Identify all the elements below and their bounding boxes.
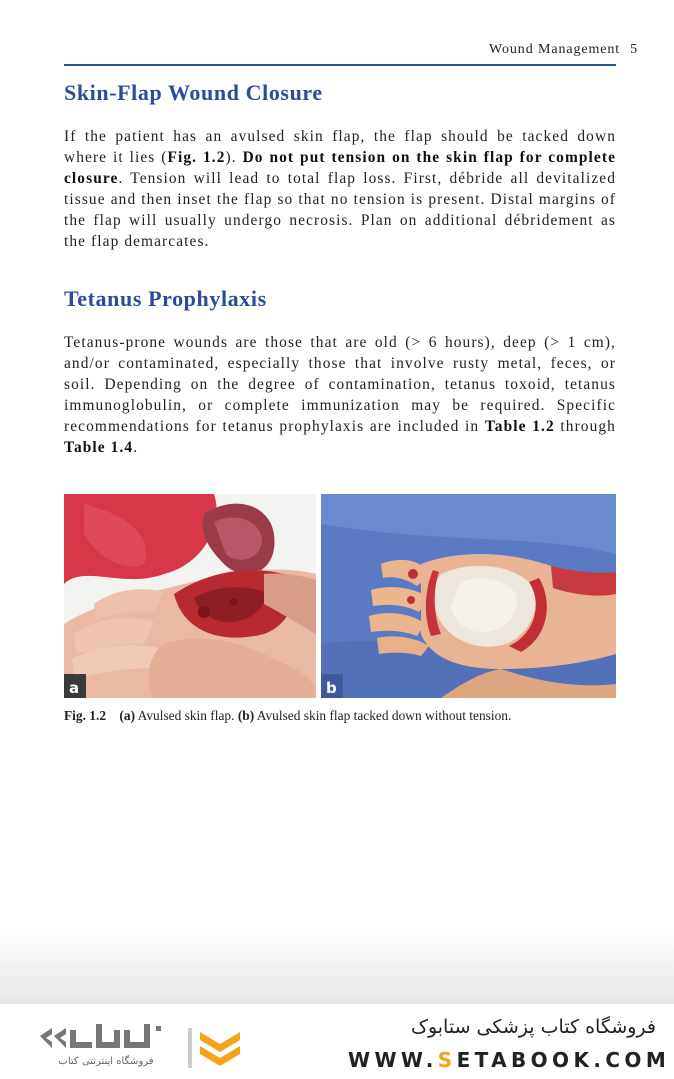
section-title-tetanus: Tetanus Prophylaxis bbox=[64, 286, 267, 311]
panel-label-a: a bbox=[69, 679, 80, 697]
figure-caption bbox=[64, 708, 624, 724]
caption-label: Fig. 1.2 bbox=[64, 708, 107, 723]
running-title: Wound Management bbox=[489, 42, 621, 57]
caption-a-label: (a) bbox=[119, 708, 136, 723]
text-span: . Tension will lead to total flap loss. First, débride all devitalized tissue and then inset the flap so that no tension is present. Distal margins of the flap will usually undergo necrosis. Plan on additional débridement as the flap demarcates. bbox=[64, 170, 616, 250]
text-span: If the patient has an avulsed skin flap, the flap should be tacked down where it lies ( bbox=[64, 128, 616, 166]
running-header bbox=[64, 42, 638, 62]
paragraph-tetanus bbox=[64, 332, 616, 458]
table-reference: Table 1.2 bbox=[484, 418, 555, 435]
page-bottom-shadow bbox=[0, 930, 674, 1004]
section-title-skin-flap: Skin-Flap Wound Closure bbox=[64, 80, 323, 105]
header-rule bbox=[64, 64, 616, 66]
wound-photo-b bbox=[321, 494, 616, 698]
setabook-logo bbox=[36, 1022, 256, 1074]
panel-label-b: b bbox=[326, 679, 337, 697]
paragraph-skin-flap bbox=[64, 126, 616, 252]
table-reference: Table 1.4 bbox=[64, 439, 134, 456]
page-number: 5 bbox=[630, 42, 638, 57]
url-part: BOOK.COM bbox=[511, 1048, 671, 1072]
url-part: ETA bbox=[456, 1048, 511, 1072]
figure-panel-a bbox=[64, 494, 316, 698]
url-part: WWW. bbox=[348, 1048, 438, 1072]
text-span: Tetanus-prone wounds are those that are old (> 6 hours), deep (> 1 cm), and/or contaminated, especially those that involve rusty metal, feces, or soil. Depending on the degree of contamination, tetanus toxoid, tetanus immunoglobulin, or complete immunization may be required. Specific recommendations for tetanus prophylaxis are included in bbox=[64, 334, 616, 435]
text-span: through bbox=[554, 418, 616, 435]
text-span: ). bbox=[225, 149, 243, 166]
store-url bbox=[348, 1048, 670, 1072]
logo-subtitle: فروشگاه اینترنتی کتاب bbox=[58, 1056, 154, 1067]
url-highlight: S bbox=[437, 1048, 457, 1072]
bold-warning: Do not put tension on the skin flap for complete closure bbox=[64, 149, 617, 187]
watermark-footer bbox=[0, 1004, 674, 1079]
figure-panel-b bbox=[321, 494, 616, 698]
store-name-persian: فروشگاه کتاب پزشکی ستابوک bbox=[410, 1016, 656, 1038]
text-span: . bbox=[133, 439, 139, 456]
wound-photo-a bbox=[64, 494, 316, 698]
caption-a-text: Avulsed skin flap. bbox=[135, 708, 238, 723]
figure-reference: Fig. 1.2 bbox=[167, 149, 226, 166]
caption-b-label: (b) bbox=[237, 708, 255, 723]
caption-b-text: Avulsed skin flap tacked down without tension. bbox=[254, 708, 512, 723]
